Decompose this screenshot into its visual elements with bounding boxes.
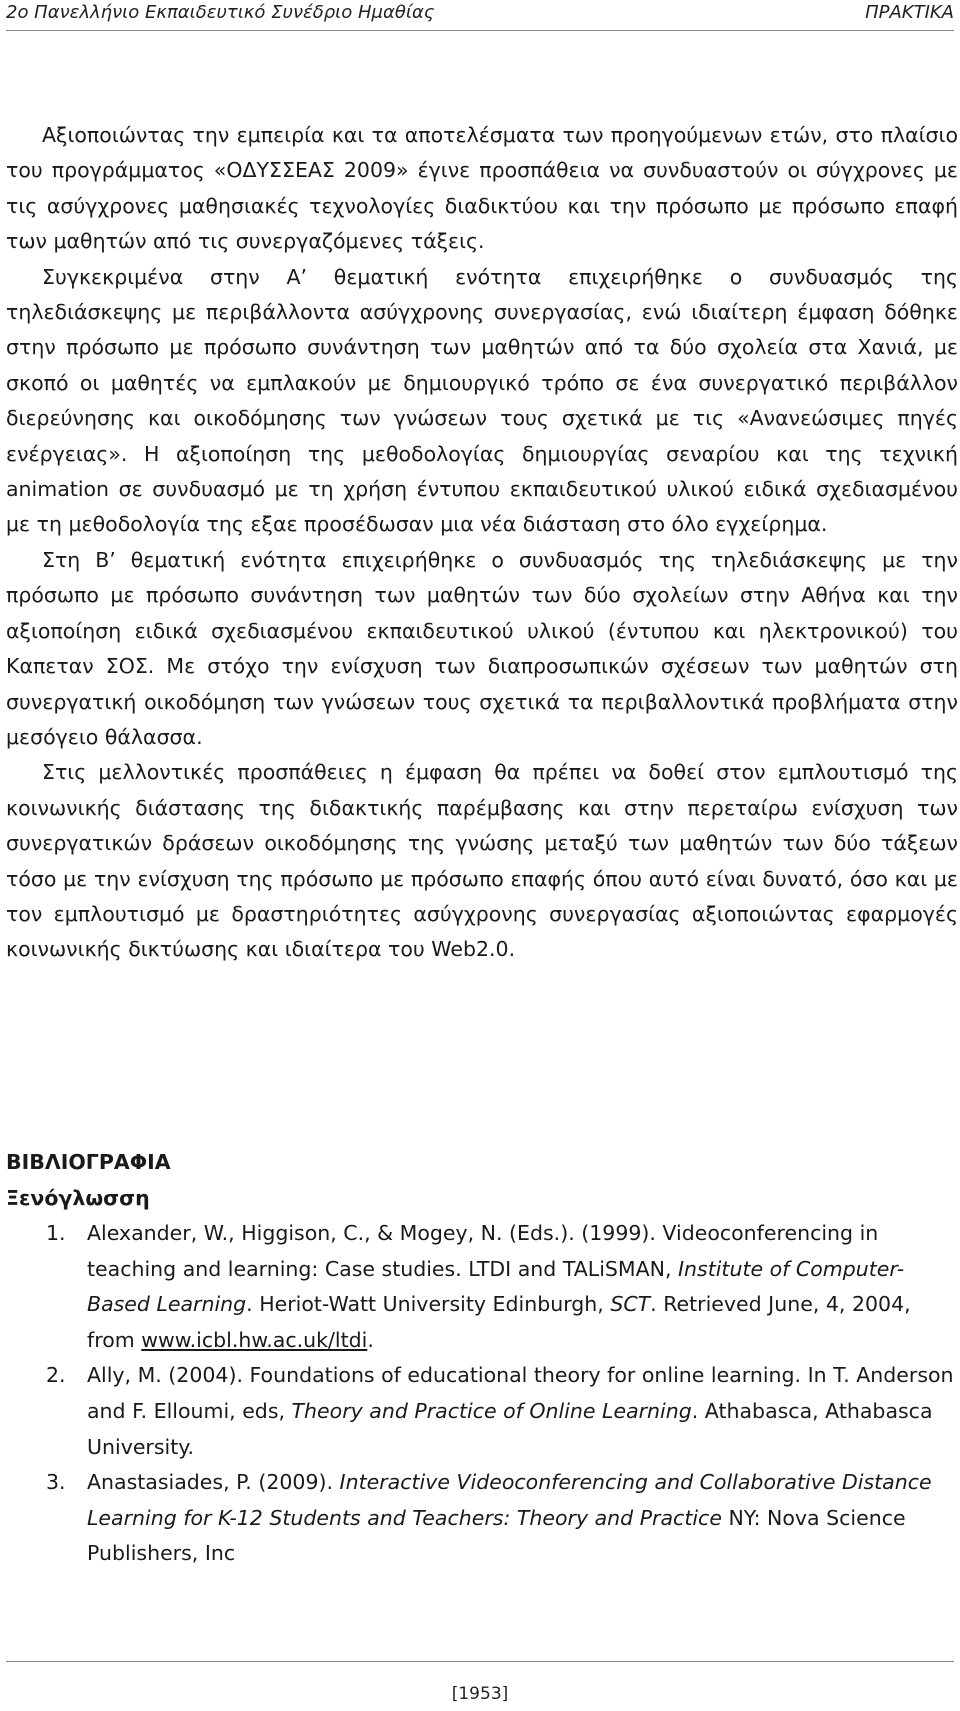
bibliography-section (6, 1144, 958, 1572)
reference-title: Theory and Practice of Online Learning (291, 1398, 692, 1423)
reference-text: NY: Nova Science Publishers, Inc (87, 1505, 906, 1566)
reference-link[interactable]: www.icbl.hw.ac.uk/ltdi (141, 1327, 368, 1352)
reference-number: 3. (46, 1470, 66, 1495)
paragraph: Συγκεκριμένα στην Α’ θεματική ενότητα επιχειρήθηκε ο συνδυασμός της τηλεδιάσκεψης με περιβάλλοντα ασύγχρονης συνεργασίας, ενώ ιδιαίτερη έμφαση δόθηκε στην πρόσωπο με πρόσωπο συνάντηση των μαθητών από τα δύο σχολεία στα Χανιά, με σκοπό οι μαθητές να εμπλακούν με δημιουργικό τρόπο σε ένα συνεργατικό περιβάλλον διερεύνησης και οικοδόμησης των γνώσεων τους σχετικά με τις «Ανανεώσιμες πηγές ενέργειας». Η αξιοποίηση της μεθοδολογίας δημιουργίας σεναρίου και της τεχνική animation σε συνδυασμό με τη χρήση έντυπου εκπαιδευτικού υλικού ειδικά σχεδιασμένου με τη μεθοδολογία της εξαε προσέδωσαν μια νέα διάσταση στο όλο εγχείρημα. (6, 264, 958, 537)
header-divider (6, 30, 954, 31)
paragraph: Αξιοποιώντας την εμπειρία και τα αποτελέσματα των προηγούμενων ετών, στο πλαίσιο του προγράμματος «ΟΔΥΣΣΕΑΣ 2009» έγινε προσπάθεια να συνδυαστούν οι σύγχρονες με τις ασύγχρονες μαθησιακές τεχνολογίες διαδικτύου και την πρόσωπο με πρόσωπο επαφή των μαθητών από τις συνεργαζόμενες τάξεις. (6, 123, 958, 254)
body-text (6, 118, 958, 968)
reference-list (6, 1216, 958, 1572)
reference-text: Anastasiades, P. (2009). (87, 1470, 340, 1495)
page-header (0, 0, 960, 30)
reference-text: Ally, M. (2004). Foundations of educational theory for online learning. In T. Anderson and F. Elloumi, eds, (87, 1363, 954, 1423)
reference-text: Alexander, W., Higgison, C., & Mogey, N. (Eds.). (1999). Videoconferencing in teaching and learning: Case studies. LTDI and TALiSMAN, (87, 1221, 879, 1281)
reference-location: SCT (610, 1292, 651, 1317)
reference-text: . Heriot-Watt University Edinburgh, (246, 1292, 611, 1317)
footer-divider (6, 1661, 954, 1662)
paragraph: Στη Β’ θεματική ενότητα επιχειρήθηκε ο συνδυασμός της τηλεδιάσκεψης με την πρόσωπο με πρόσωπο συνάντηση των μαθητών των δύο σχολείων στην Αθήνα και την αξιοποίηση ειδικά σχεδιασμένου εκπαιδευτικού υλικού (έντυπου και ηλεκτρονικού) του Καπεταν ΣΟΣ. Με στόχο την ενίσχυση των διαπροσωπικών σχέσεων των μαθητών στη συνεργατική οικοδόμηση των γνώσεων τους σχετικά τα περιβαλλοντικά προβλήματα στην μεσόγειο θάλασσα. (6, 547, 958, 749)
reference-text: . Athabasca, Athabasca University. (87, 1398, 933, 1459)
paragraph: Στις μελλοντικές προσπάθειες η έμφαση θα πρέπει να δοθεί στον εμπλουτισμό της κοινωνικής διάστασης της διδακτικής παρέμβασης και στην περεταίρω ενίσχυση των συνεργατικών δράσεων οικοδόμησης της γνώσης μεταξύ των μαθητών των δύο τάξεων τόσο με την ενίσχυση της πρόσωπο με πρόσωπο επαφής όπου αυτό είναι δυνατό, όσο και με τον εμπλουτισμό με δραστηριότητες ασύγχρονης συνεργασίας αξιοποιώντας εφαρμογές κοινωνικής δικτύωσης και ιδιαίτερα του Web2.0. (6, 760, 958, 962)
proceedings-label: ΠΡΑΚΤΙΚΑ (865, 2, 954, 23)
reference-text: . Retrieved June, 4, 2004, from (87, 1292, 911, 1352)
page-number: [1953] (451, 1684, 509, 1704)
reference-text: . (367, 1327, 374, 1352)
reference-number: 1. (46, 1221, 66, 1245)
bibliography-subheading: Ξενόγλωσση (6, 1186, 150, 1210)
reference-title: Institute of Computer-Based Learning (87, 1256, 905, 1317)
reference-item (6, 1465, 958, 1572)
reference-title: Interactive Videoconferencing and Collaborative Distance Learning for K-12 Students and Teachers: Theory and Practice (87, 1470, 932, 1530)
reference-number: 2. (46, 1363, 66, 1388)
reference-item (6, 1358, 958, 1465)
reference-item (6, 1216, 958, 1358)
bibliography-heading: ΒΙΒΛΙΟΓΡΑΦΙΑ (6, 1150, 171, 1174)
conference-title: 2ο Πανελλήνιο Εκπαιδευτικό Συνέδριο Ημαθίας (6, 2, 435, 23)
